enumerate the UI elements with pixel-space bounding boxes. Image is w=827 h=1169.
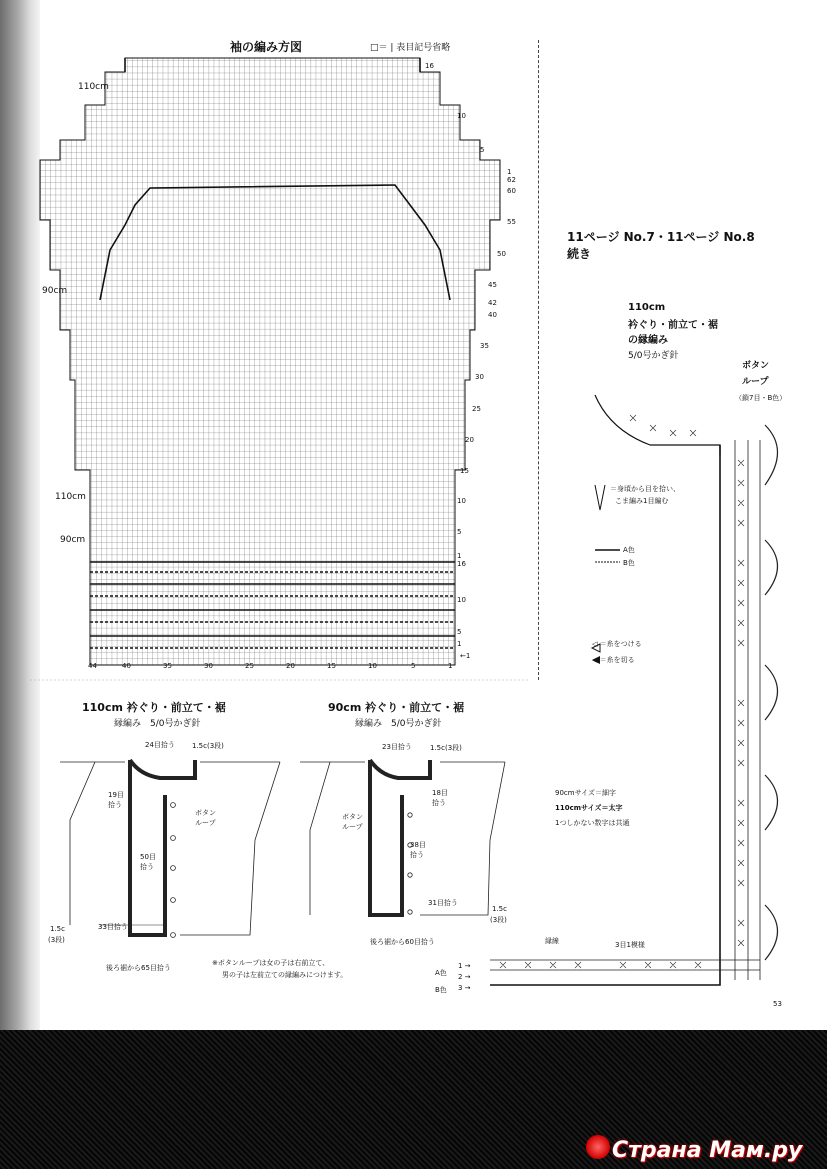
- schematic-110-hem: 33目拾う: [98, 923, 128, 931]
- schematic-110-front-2: 拾う: [140, 863, 154, 871]
- watermark: Страна Мам.ру: [612, 1138, 803, 1163]
- row-marker: 2 →: [458, 973, 471, 981]
- schematic-90-hem-rows-2: (3段): [490, 916, 507, 924]
- schematic-90-back: 後ろ裾から60目拾う: [370, 938, 435, 946]
- stitch-number: 25: [245, 662, 254, 670]
- row-number: 5: [457, 628, 462, 636]
- edging-size: 110cm: [628, 302, 666, 313]
- continuation-label: 続き: [567, 247, 592, 261]
- front-edge: [490, 445, 720, 985]
- schematic-110-side-2: 拾う: [108, 801, 122, 809]
- schematic-90-loop-2: ループ: [342, 823, 363, 831]
- schematic-90-sub: 縁編み 5/0号かぎ針: [355, 719, 442, 729]
- row-number: 60: [507, 187, 516, 195]
- schematic-90-neck-rows: 1.5c(3段): [430, 744, 462, 752]
- schematic-110-loop-2: ループ: [195, 819, 216, 827]
- repeat-label: 3目1模様: [615, 941, 645, 949]
- continuation-ref: 11ページ No.7・11ページ No.8: [567, 230, 755, 244]
- schematic-110-neck-rows: 1.5c(3段): [192, 742, 224, 750]
- row-number: 20: [465, 436, 474, 444]
- footnote-1: ※ボタンループは女の子は右前立て、: [212, 959, 330, 967]
- button-loops: [765, 425, 778, 960]
- pickup-note-2: こま編み1目編む: [615, 497, 669, 505]
- stitch-number: 15: [327, 662, 336, 670]
- size-label-110-top: 110cm: [78, 82, 109, 92]
- edging-title-2: の縁編み: [628, 335, 668, 346]
- color-b-legend: B色: [623, 559, 635, 567]
- size-label-110-bottom: 110cm: [55, 492, 86, 502]
- schematic-110-loop: ボタン: [195, 809, 216, 817]
- row-number: 15: [460, 467, 469, 475]
- stitch-number: 5: [411, 662, 416, 670]
- watermark-logo-icon: [586, 1135, 610, 1159]
- size110-note: 110cmサイズ＝太字: [555, 804, 623, 812]
- row-number: 1: [507, 168, 512, 176]
- attach-yarn-legend: ◁ ＝糸をつける: [592, 640, 642, 648]
- row-number: 40: [488, 311, 497, 319]
- row-number: 5: [457, 528, 462, 536]
- stitch-number: 40: [122, 662, 131, 670]
- row-number: 16: [457, 560, 466, 568]
- stitch-number: 35: [163, 662, 172, 670]
- schematic-110-title: 110cm 衿ぐり・前立て・裾: [82, 701, 226, 714]
- schematic-90-title: 90cm 衿ぐり・前立て・裾: [328, 701, 465, 714]
- color-a-legend: A色: [623, 546, 635, 554]
- row-number: 35: [480, 342, 489, 350]
- schematic-110: [60, 760, 280, 937]
- size90-note: 90cmサイズ＝細字: [555, 789, 617, 797]
- schematic-90-side-2: 拾う: [432, 799, 446, 807]
- button-loop-spec: （鎖7目・B色）: [735, 394, 787, 402]
- row-number: 42: [488, 299, 497, 307]
- schematic-90-front-2: 拾う: [410, 851, 424, 859]
- schematic-110-neck: 24目拾う: [145, 741, 175, 749]
- row-marker: 3 →: [458, 984, 471, 992]
- row-number: 45: [488, 281, 497, 289]
- sleeve-chart-title: 袖の編み方図: [230, 40, 303, 54]
- schematic-110-hem-rows: 1.5c: [50, 925, 65, 933]
- footnote-2: 男の子は左前立ての縁編みにつけます。: [222, 971, 348, 979]
- sleeve-legend: □＝ | 表目記号省略: [370, 43, 451, 53]
- common-note: 1つしかない数字は共通: [555, 819, 630, 827]
- pickup-note-1: ＝身頃から目を拾い、: [610, 485, 680, 493]
- row-number: 55: [507, 218, 516, 226]
- size-label-90-top: 90cm: [42, 286, 68, 296]
- stitch-number: 30: [204, 662, 213, 670]
- schematic-90: [300, 760, 505, 915]
- schematic-90-hem: 31目拾う: [428, 899, 458, 907]
- row-marker: 1 →: [458, 962, 471, 970]
- neckline-arc: [595, 395, 720, 455]
- row-number: 25: [472, 405, 481, 413]
- schematic-110-back: 後ろ裾から65目拾う: [106, 964, 171, 972]
- schematic-90-front: 38目: [410, 841, 426, 849]
- schematic-110-front: 50目: [140, 853, 156, 861]
- schematic-90-hem-rows: 1.5c: [492, 905, 507, 913]
- row-number: 10: [457, 112, 466, 120]
- corner-label: 縁線: [545, 937, 559, 945]
- row-number: 62: [507, 176, 516, 184]
- row-number: 10: [457, 497, 466, 505]
- stitch-number: 1: [448, 662, 453, 670]
- row-number: ←1: [460, 652, 471, 660]
- schematic-110-sub: 縁編み 5/0号かぎ針: [114, 719, 201, 729]
- schematic-90-neck: 23目拾う: [382, 743, 412, 751]
- row-number: 16: [425, 62, 434, 70]
- stitch-number: 44: [88, 662, 97, 670]
- row-number: 50: [497, 250, 506, 258]
- page-number: 53: [773, 1000, 782, 1008]
- row-number: 10: [457, 596, 466, 604]
- edging-needle: 5/0号かぎ針: [628, 351, 679, 361]
- row-color-a: A色: [435, 969, 447, 977]
- cut-yarn-legend: ◀ ＝糸を切る: [592, 656, 635, 664]
- stitch-number: 10: [368, 662, 377, 670]
- row-number: 30: [475, 373, 484, 381]
- row-number: 1: [457, 640, 462, 648]
- schematic-110-hem-rows-2: (3段): [48, 936, 65, 944]
- edging-title: 衿ぐり・前立て・裾: [628, 320, 718, 331]
- schematic-110-side: 19目: [108, 791, 124, 799]
- row-number: 5: [480, 146, 485, 154]
- size-label-90-bottom: 90cm: [60, 535, 86, 545]
- row-number: 1: [457, 552, 462, 560]
- button-loop-label-2: ループ: [742, 377, 769, 387]
- sleeve-grid: [40, 58, 500, 665]
- schematic-90-loop: ボタン: [342, 813, 363, 821]
- schematic-90-side: 18目: [432, 789, 448, 797]
- button-loop-label-1: ボタン: [742, 361, 770, 371]
- row-color-b: B色: [435, 986, 447, 994]
- stitch-number: 20: [286, 662, 295, 670]
